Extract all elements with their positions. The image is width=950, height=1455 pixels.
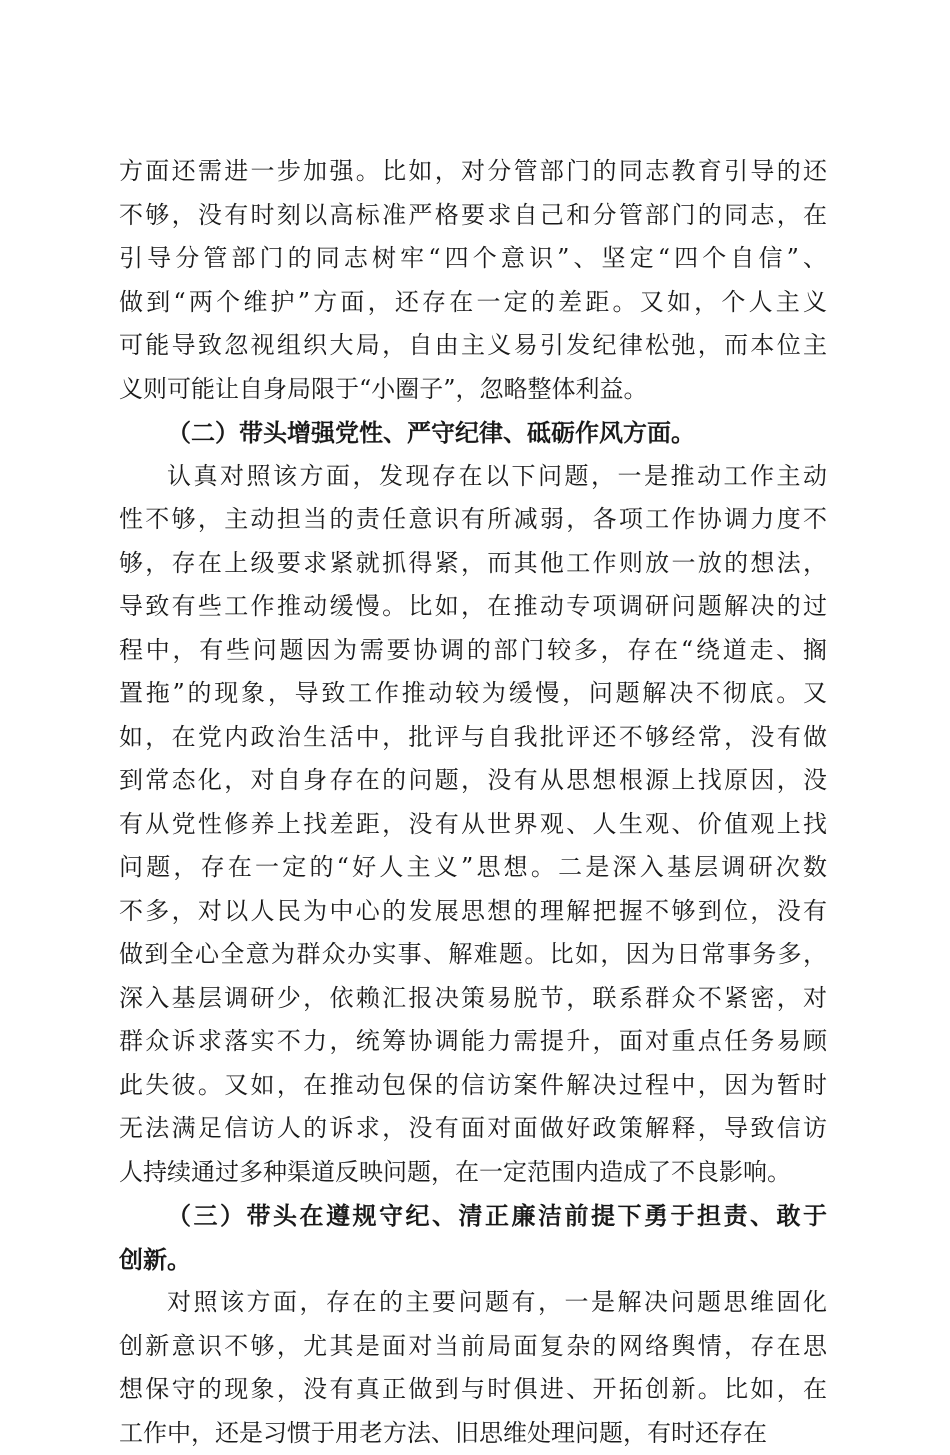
heading-line: 创新。	[119, 1238, 827, 1282]
text-line: 对照该方面，存在的主要问题有，一是解决问题思维固化	[119, 1281, 827, 1325]
text-line: 认真对照该方面，发现存在以下问题，一是推动工作主动	[119, 455, 827, 499]
body-paragraph	[119, 150, 827, 411]
document-body	[119, 150, 827, 1455]
heading-line: （三）带头在遵规守纪、清正廉洁前提下勇于担责、敢于	[119, 1194, 827, 1238]
section-heading	[119, 411, 827, 455]
text-line: 群众诉求落实不力，统筹协调能力需提升，面对重点任务易顾	[119, 1020, 827, 1064]
text-line: 人持续通过多种渠道反映问题，在一定范围内造成了不良影响。	[119, 1151, 827, 1195]
text-line: 有从党性修养上找差距，没有从世界观、人生观、价值观上找	[119, 803, 827, 847]
text-line: 想保守的现象，没有真正做到与时俱进、开拓创新。比如，在	[119, 1368, 827, 1412]
text-line: 不够，没有时刻以高标准严格要求自己和分管部门的同志，在	[119, 194, 827, 238]
body-paragraph	[119, 1281, 827, 1455]
text-line: 程中，有些问题因为需要协调的部门较多，存在“绕道走、搁	[119, 629, 827, 673]
text-line: 无法满足信访人的诉求，没有面对面做好政策解释，导致信访	[119, 1107, 827, 1151]
text-line: 导致有些工作推动缓慢。比如，在推动专项调研问题解决的过	[119, 585, 827, 629]
text-line: 置拖”的现象，导致工作推动较为缓慢，问题解决不彻底。又	[119, 672, 827, 716]
text-line: 不多，对以人民为中心的发展思想的理解把握不够到位，没有	[119, 890, 827, 934]
text-line: 做到“两个维护”方面，还存在一定的差距。又如，个人主义	[119, 281, 827, 325]
text-line: 深入基层调研少，依赖汇报决策易脱节，联系群众不紧密，对	[119, 977, 827, 1021]
section-heading	[119, 1194, 827, 1281]
text-line: 义则可能让自身局限于“小圈子”，忽略整体利益。	[119, 368, 827, 412]
text-line: 此失彼。又如，在推动包保的信访案件解决过程中，因为暂时	[119, 1064, 827, 1108]
text-line: 够，存在上级要求紧就抓得紧，而其他工作则放一放的想法，	[119, 542, 827, 586]
text-line: 创新意识不够，尤其是面对当前局面复杂的网络舆情，存在思	[119, 1325, 827, 1369]
body-paragraph	[119, 455, 827, 1195]
text-line: 性不够，主动担当的责任意识有所减弱，各项工作协调力度不	[119, 498, 827, 542]
text-line: 工作中，还是习惯于用老方法、旧思维处理问题，有时还存在	[119, 1412, 827, 1455]
text-line: 如，在党内政治生活中，批评与自我批评还不够经常，没有做	[119, 716, 827, 760]
heading-line: （二）带头增强党性、严守纪律、砥砺作风方面。	[119, 411, 827, 455]
text-line: 引导分管部门的同志树牢“四个意识”、坚定“四个自信”、	[119, 237, 827, 281]
text-line: 方面还需进一步加强。比如，对分管部门的同志教育引导的还	[119, 150, 827, 194]
text-line: 问题，存在一定的“好人主义”思想。二是深入基层调研次数	[119, 846, 827, 890]
text-line: 到常态化，对自身存在的问题，没有从思想根源上找原因，没	[119, 759, 827, 803]
text-line: 做到全心全意为群众办实事、解难题。比如，因为日常事务多，	[119, 933, 827, 977]
text-line: 可能导致忽视组织大局，自由主义易引发纪律松弛，而本位主	[119, 324, 827, 368]
